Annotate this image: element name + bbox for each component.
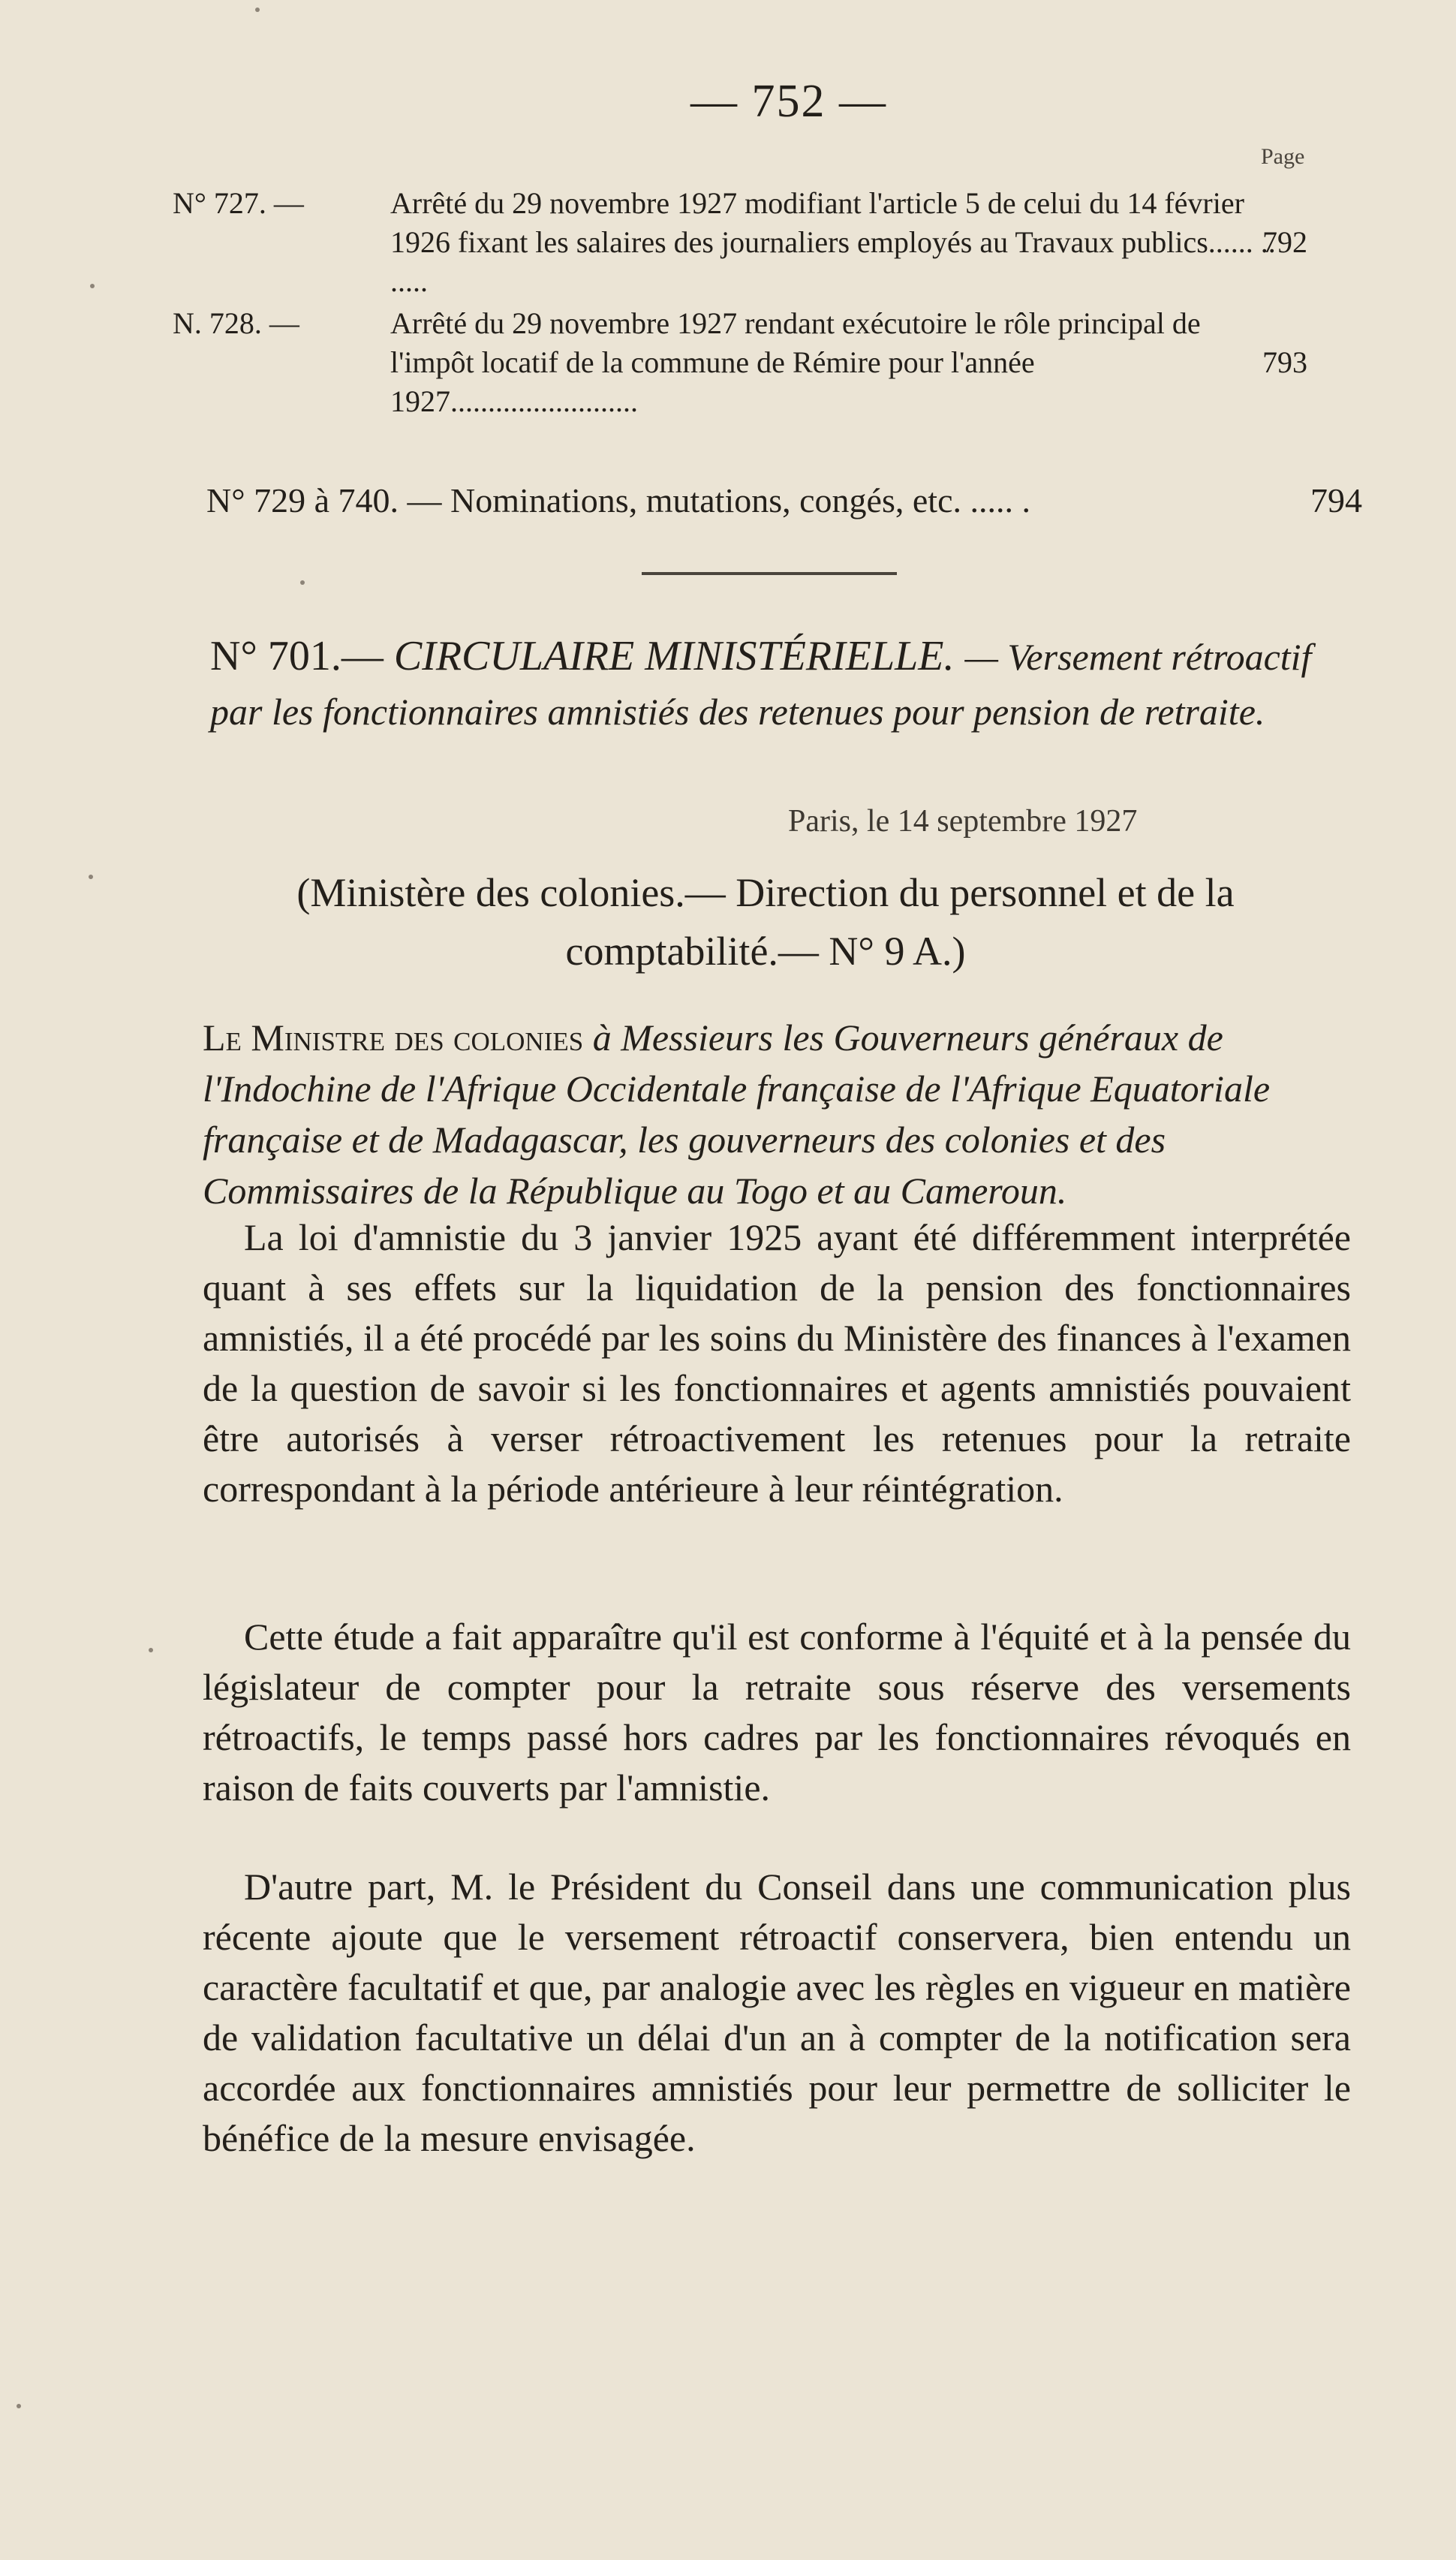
circular-heading bbox=[210, 629, 1351, 739]
toc-entry-page: 794 bbox=[1310, 481, 1362, 520]
addressee bbox=[203, 1012, 1351, 1216]
addressee-sender: Le Ministre des colonies bbox=[203, 1016, 584, 1059]
body-paragraph bbox=[203, 1212, 1351, 1514]
toc-entry-text: N° 729 à 740. — Nominations, mutations, congés, etc. ..... . bbox=[206, 481, 1030, 520]
paragraph-text: La loi d'amnistie du 3 janvier 1925 ayant été différemment interprétée quant à ses effets sur la liquidation de la pension des fonctionnaires amnistiés, il a été procédé par les soins du Ministère des finances à l'examen de la question de savoir si les fonctionnaires et agents amnistiés pouvaient être autorisés à verser rétroactivement les retenues pour la retraite correspondant à la période antérieure à leur réintégration. bbox=[203, 1216, 1351, 1510]
toc-entry-number: N. 728. — bbox=[173, 306, 299, 340]
ministry-reference: (Ministère des colonies.— Direction du personnel et de la comptabilité.— N° 9 A.) bbox=[296, 870, 1235, 974]
circular-subtitle: — Versement rétroactif par les fonctionnaires amnistiés des retenues pour pension de retraite. bbox=[210, 636, 1312, 733]
addressee-recipients: à Messieurs les Gouverneurs généraux de l'Indochine de l'Afrique Occidentale française de l'Afrique Equatoriale française et de Madagascar, les gouverneurs des colonies et des Commissaires de la République au Togo et au Cameroun. bbox=[203, 1016, 1271, 1212]
toc-entry-text: Arrêté du 29 novembre 1927 modifiant l'article 5 de celui du 14 février 1926 fixant les salaires des journaliers employés au Travaux publics...... .. ..... bbox=[390, 186, 1276, 298]
circular-date: Paris, le 14 septembre 1927 bbox=[788, 804, 1138, 839]
body-paragraph bbox=[203, 1862, 1351, 2164]
toc-entry-727 bbox=[173, 184, 1307, 301]
section-divider bbox=[642, 572, 897, 575]
toc-entry-page: 793 bbox=[1262, 345, 1307, 379]
page-column-label: Page bbox=[1261, 144, 1305, 169]
toc-entry-729-740 bbox=[206, 480, 1362, 520]
paper-speck bbox=[90, 284, 95, 288]
body-paragraph bbox=[203, 1612, 1351, 1813]
toc-entry-728 bbox=[173, 304, 1307, 421]
paper-speck bbox=[255, 8, 260, 12]
paper-speck bbox=[149, 1648, 153, 1652]
paper-speck bbox=[89, 875, 93, 879]
circular-number: N° 701.— bbox=[210, 633, 384, 679]
toc-entry-page: 792 bbox=[1262, 225, 1307, 259]
paper-speck bbox=[17, 2404, 21, 2408]
circular-title: CIRCULAIRE MINISTÉRIELLE. bbox=[393, 633, 955, 679]
toc-entry-number: N° 727. — bbox=[173, 186, 304, 220]
toc-entry-text: Arrêté du 29 novembre 1927 rendant exécutoire le rôle principal de l'impôt locatif de la commune de Rémire pour l'année 1927......................... bbox=[390, 306, 1201, 418]
paragraph-text: D'autre part, M. le Président du Conseil dans une communication plus récente ajoute que le versement rétroactif conservera, bien entendu un caractère facultatif et que, par analogie avec les règles en vigueur en matière de validation facultative un délai d'un an à compter de la notification sera accordée aux fonctionnaires amnistiés pour leur permettre de solliciter le bénéfice de la mesure envisagée. bbox=[203, 1866, 1351, 2159]
paper-speck bbox=[300, 580, 305, 585]
paragraph-text: Cette étude a fait apparaître qu'il est conforme à l'équité et à la pensée du législateur de compter pour la retraite sous réserve des versements rétroactifs, le temps passé hors cadres par les fonctionnaires révoqués en raison de faits couverts par l'amnistie. bbox=[203, 1616, 1351, 1809]
page-number: — 752 — bbox=[690, 76, 887, 127]
